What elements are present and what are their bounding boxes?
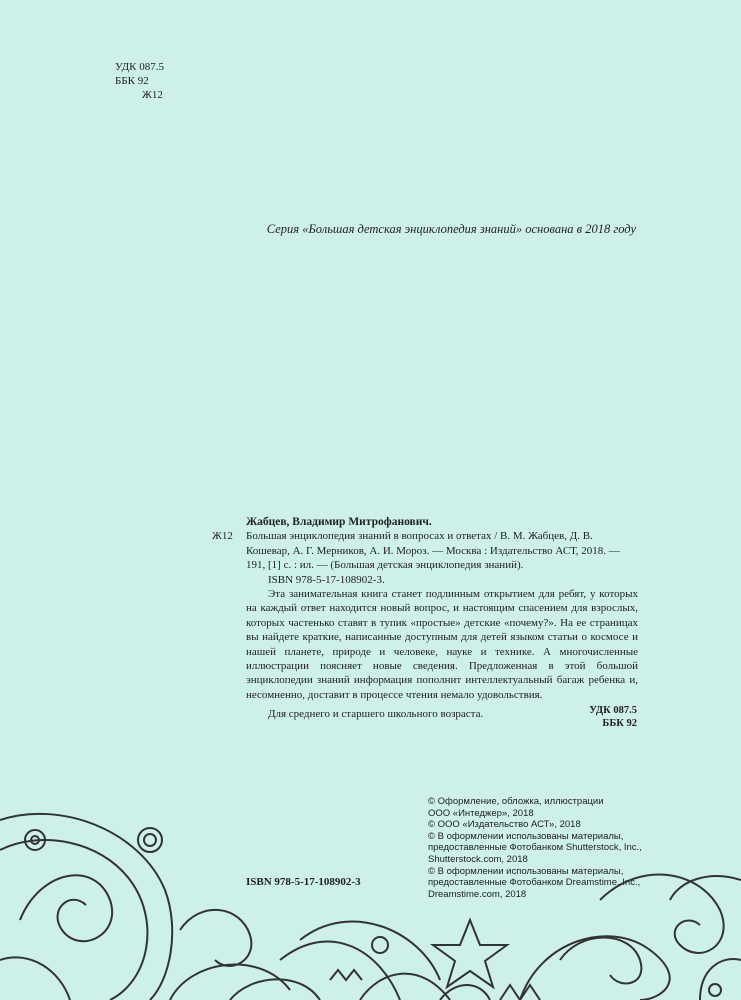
- copyright-block: [428, 796, 648, 900]
- udk-code: УДК 087.5: [115, 61, 165, 73]
- card-bib-row: [212, 529, 638, 587]
- card-author-mark: Ж12: [212, 530, 233, 543]
- isbn-bottom: ISBN 978-5-17-108902-3: [246, 876, 361, 888]
- udk-block-bottom: [589, 704, 637, 730]
- copyright-line: © В оформлении использованы материалы, предоставленные Фотобанком Dreamstime, Inc., Dreamstime.com, 2018: [428, 865, 641, 900]
- copyright-line: © ООО «Издательство АСТ», 2018: [428, 819, 581, 831]
- card-audience: Для среднего и старшего школьного возраста.: [268, 708, 484, 721]
- udk-block-top: [115, 60, 164, 102]
- card-isbn: ISBN 978-5-17-108902-3.: [268, 573, 385, 586]
- bbk-code: ББК 92: [115, 75, 149, 87]
- series-note: Серия «Большая детская энциклопедия знаний» основана в 2018 году: [266, 222, 636, 236]
- catalog-card: [212, 515, 638, 722]
- card-description: Эта занимательная книга станет подлинным открытием для ребят, у которых на каждый ответ находится новый вопрос, и настоящим спасением для взрослых, которых частенько ставят в тупик «простые» детские «почему?». На ее страницах вы найдете краткие, написанные доступным для детей языком статьи о космосе и нашей планете, природе и человеке, науке и технике. А многочисленные иллюстрации поясняет новые сведения. Предложенная в этой большой энциклопедии знаний информация пополнит интеллектуальный багаж ребенка и, несомненно, доставит в процессе чтения немало удовольствия.: [246, 588, 638, 701]
- card-description-row: [212, 587, 638, 702]
- copyright-line: © В оформлении использованы материалы, предоставленные Фотобанком Shutterstock, Inc., Shutterstock.com, 2018: [428, 830, 642, 865]
- author-mark: Ж12: [142, 89, 163, 101]
- copyright-line: © Оформление, обложка, иллюстрации ООО «Интеджер», 2018: [428, 796, 604, 819]
- card-author: Жабцев, Владимир Митрофанович.: [246, 516, 432, 528]
- bbk-code-bottom: ББК 92: [602, 718, 637, 729]
- card-bibliography: Большая энциклопедия знаний в вопросах и ответах / В. М. Жабцев, Д. В. Кошевар, А. Г. Мерников, А. И. Мороз. — Москва : Издательство АСТ, 2018. — 191, [1] с. : ил. — (Большая детская энциклопедия знаний).: [246, 530, 620, 572]
- udk-code-bottom: УДК 087.5: [589, 705, 637, 716]
